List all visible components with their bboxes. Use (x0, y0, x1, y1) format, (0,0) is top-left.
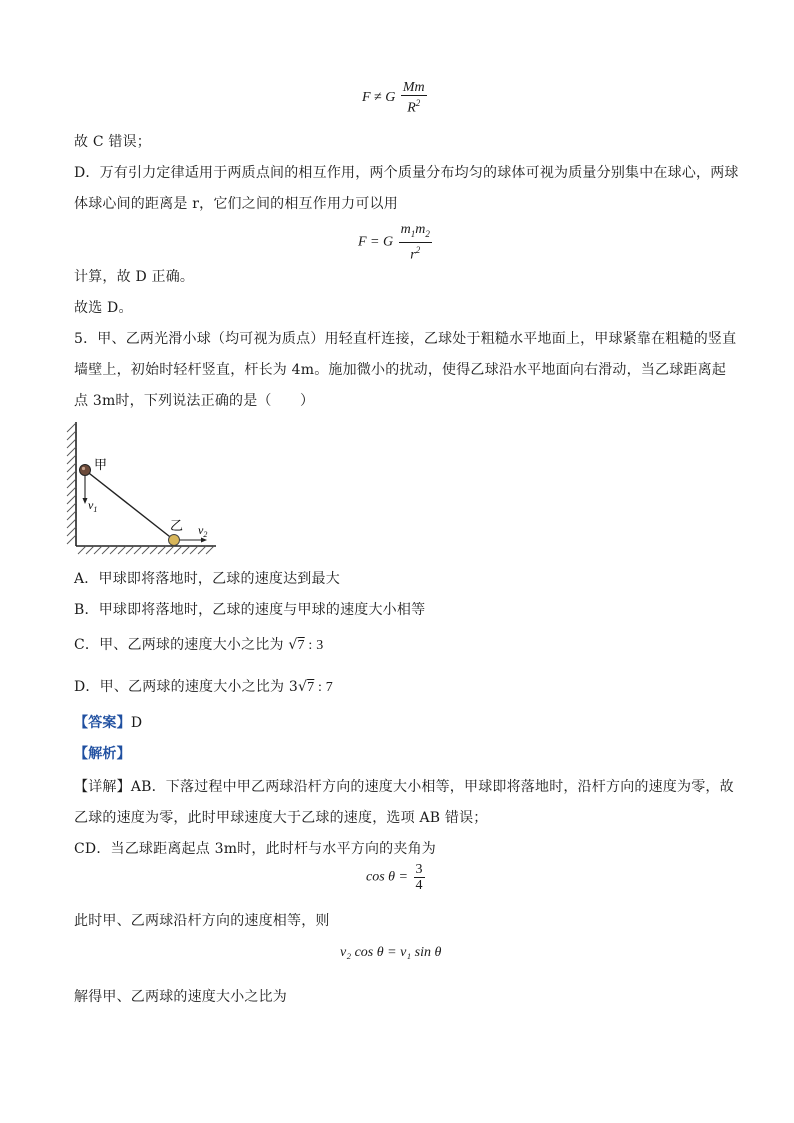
c-wrong-line: 故 C 错误； (74, 134, 152, 150)
equation-gravity-formula (358, 222, 432, 262)
answer-line (74, 712, 142, 732)
eq1-denominator: $R^2$ (407, 98, 421, 116)
detail-label: 【详解】 (74, 779, 131, 795)
eq2-denominator: $r^2$ (410, 244, 421, 263)
d-explain-line2: 体球心间的距离是 r，它们之间的相互作用力可以用 (74, 196, 398, 212)
ball-jia (80, 465, 91, 476)
choose-d-line: 故选 D。 (74, 300, 133, 316)
option-b: B．甲球即将落地时，乙球的速度与甲球的速度大小相等 (74, 602, 426, 618)
eq1-numerator: Mm (402, 80, 425, 95)
eq1-lhs: F ≠ G (362, 90, 396, 106)
equation-cos-theta: cos θ = $\frac{3}{4}$ (366, 862, 423, 893)
analysis-line (74, 743, 131, 763)
equation-gravity-not-equal (362, 80, 427, 116)
eq2-fraction (399, 222, 432, 262)
detail-line1: 【详解】AB．下落过程中甲乙两球沿杆方向的速度大小相等，甲球即将落地时，沿杆方向的速度为零，故 (74, 779, 734, 795)
equation-velocity-relation: v₂ cos θ = v₁ sin θ (340, 945, 442, 960)
sqrt-icon: √ (288, 637, 298, 653)
label-yi: 乙 (170, 518, 184, 533)
q5-stem-line3: 点 3m时，下列说法正确的是（ ） (74, 393, 315, 409)
ball-yi (169, 535, 180, 546)
analysis-label: 【解析】 (74, 746, 131, 762)
light-rod (85, 470, 174, 540)
label-jia: 甲 (94, 457, 108, 472)
detail-line4: 此时甲、乙两球沿杆方向的速度相等，则 (74, 913, 330, 929)
option-c: C．甲、乙两球的速度大小之比为 √7 : 3 (74, 637, 324, 653)
detail-line3: CD．当乙球距离起点 3m时，此时杆与水平方向的夹角为 (74, 841, 436, 857)
d-correct-line: 计算，故 D 正确。 (74, 269, 195, 285)
detail-line5: 解得甲、乙两球的速度大小之比为 (74, 989, 287, 1005)
label-v1: $v_1$ (88, 498, 98, 514)
answer-label: 【答案】 (74, 715, 131, 731)
detail-line2: 乙球的速度为零，此时甲球速度大于乙球的速度，选项 AB 错误； (74, 810, 488, 826)
rod-ball-figure (64, 418, 224, 558)
option-a: A．甲球即将落地时，乙球的速度达到最大 (74, 571, 340, 587)
eq2-numerator: $m_1m_2$ (399, 222, 432, 243)
q5-stem-line2: 墙壁上，初始时轻杆竖直，杆长为 4m。施加微小的扰动，使得乙球沿水平地面向右滑动，当乙球距离起 (74, 362, 727, 378)
eq2-lhs: F = G (358, 234, 394, 250)
eq1-fraction (401, 80, 427, 116)
q5-stem-line1: 5．甲、乙两光滑小球（均可视为质点）用轻直杆连接，乙球处于粗糙水平地面上，甲球紧靠在粗糙的竖直 (74, 331, 737, 347)
d-explain-line1: D．万有引力定律适用于两质点间的相互作用，两个质量分布均匀的球体可视为质量分别集中在球心，两球 (74, 165, 739, 181)
label-v2: $v_2$ (198, 523, 208, 539)
sqrt-icon: √ (297, 679, 308, 695)
option-d: D．甲、乙两球的速度大小之比为 3√7 : 7 (74, 679, 334, 695)
answer-value: D (130, 715, 143, 731)
